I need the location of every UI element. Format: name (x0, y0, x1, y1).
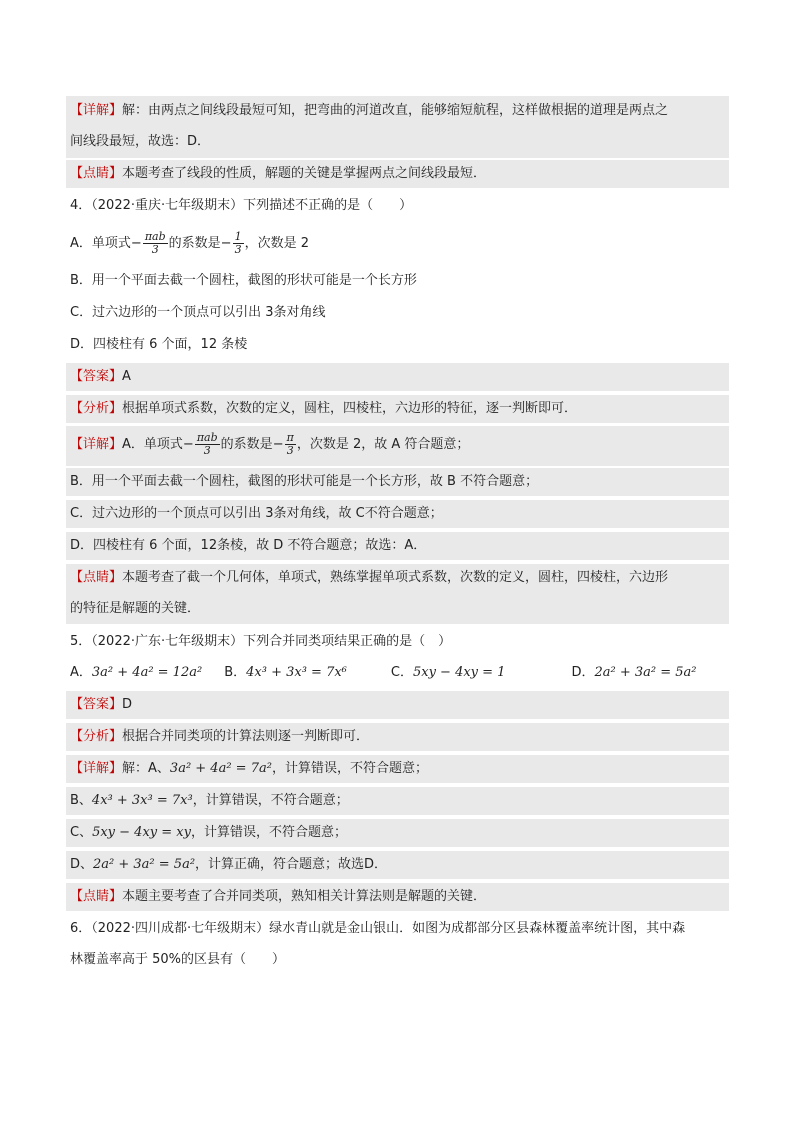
q4-option-d: D．四棱柱有 6 个面，12 条棱 (70, 337, 248, 352)
q5-answer-tag: 【答案】 (70, 697, 123, 712)
q5-comment (70, 887, 486, 907)
q5-options (70, 663, 696, 683)
q5-answer-box (66, 691, 729, 719)
q4-detail-a-suffix: ，次数是 2，故 A 符合题意； (296, 437, 470, 452)
q4-detail-a-prefix: A．单项式 (122, 437, 183, 452)
q5-detail-b-prefix: B、 (70, 793, 92, 808)
q5-answer (70, 695, 132, 715)
fraction-numerator: 1 (234, 230, 242, 243)
q3-comment-tag: 【点睛】 (70, 166, 123, 181)
q5-option-b-expr: 4x³ + 3x³ = 7x⁶ (246, 665, 347, 680)
fraction-denominator: 3 (203, 444, 211, 457)
q3-detail-tag: 【详解】 (70, 103, 123, 118)
q5-analysis (70, 727, 369, 747)
q5-detail-c-prefix: C、 (70, 825, 93, 840)
q5-option-c-expr: 5xy − 4xy = 1 (412, 665, 506, 680)
q5-detail-d-expr: 2a² + 3a² = 5a² (93, 857, 196, 872)
q4-option-a-suffix: ，次数是 2 (244, 236, 309, 251)
q4-answer-box (66, 363, 729, 391)
q5-detail-a (70, 759, 428, 779)
q5-analysis-tag: 【分析】 (70, 729, 123, 744)
q5-answer-value: D (122, 697, 133, 712)
q5-option-d-expr: 2a² + 3a² = 5a² (594, 665, 697, 680)
q5-option-d-label: D． (571, 665, 595, 680)
q4-answer (70, 367, 131, 387)
q5-stem: 5．（2022·广东·七年级期末）下列合并同类项结果正确的是（ ） (70, 634, 452, 649)
q4-comment-text-1: 本题考查了截一个几何体，单项式，熟练掌握单项式系数，次数的定义，圆柱，四棱柱，六边形 (122, 570, 669, 585)
q5-detail-b-expr: 4x³ + 3x³ = 7x³ (91, 793, 193, 808)
q4-option-a-mid: 的系数是 (168, 236, 221, 251)
q5-comment-tag: 【点睛】 (70, 889, 123, 904)
q4-stem: 4．（2022·重庆·七年级期末）下列描述不正确的是（ ） (70, 198, 413, 213)
q4-comment-line-2: 的特征是解题的关键． (70, 601, 201, 616)
q4-detail-d: D．四棱柱有 6 个面，12条棱，故 D 不符合题意；故选：A． (70, 538, 427, 553)
q3-comment-text: 本题考查了线段的性质，解题的关键是掌握两点之间线段最短． (122, 166, 487, 181)
q5-detail-a-prefix: 解：A、 (122, 761, 170, 776)
q3-comment (70, 164, 486, 184)
q5-detail-c-suffix: ，计算错误，不符合题意； (190, 825, 347, 840)
fraction-numerator: πab (144, 230, 166, 243)
fraction-numerator: π (286, 431, 294, 444)
q5-detail-c (70, 823, 347, 843)
q5-detail-d (70, 855, 387, 875)
q5-detail-d-suffix: ，计算正确，符合题意；故选D． (195, 857, 388, 872)
q4-analysis (70, 399, 577, 419)
q5-detail-b-suffix: ，计算错误，不符合题意； (192, 793, 349, 808)
q5-comment-text: 本题主要考查了合并同类项，熟知相关计算法则是解题的关键． (122, 889, 487, 904)
fraction-denominator: 3 (286, 444, 294, 457)
q5-detail-c-expr: 5xy − 4xy = xy (92, 825, 191, 840)
q4-comment-tag: 【点睛】 (70, 570, 123, 585)
fraction-denominator: 3 (234, 243, 242, 256)
q4-option-a-prefix: A．单项式 (70, 236, 131, 251)
q4-detail-a-mid: 的系数是 (220, 437, 273, 452)
q5-option-b-label: B． (224, 665, 247, 680)
q5-analysis-text: 根据合并同类项的计算法则逐一判断即可． (122, 729, 370, 744)
q4-answer-tag: 【答案】 (70, 369, 123, 384)
q5-detail-a-suffix: ，计算错误，不符合题意； (271, 761, 428, 776)
q3-detail-line-1 (70, 101, 668, 121)
q4-option-a-fraction (143, 231, 168, 256)
q4-detail-a: 【详解】A．单项式− $\frac{\text{πab}}{3}$ 的系数是− $\frac{\pi}{3}$ ，次数是 2，故 A 符合题意； (70, 431, 470, 457)
q5-option-c-label: C． (390, 665, 413, 680)
q4-analysis-text: 根据单项式系数，次数的定义，圆柱，四棱柱，六边形的特征，逐一判断即可． (122, 401, 578, 416)
q5-detail-d-prefix: D、 (70, 857, 94, 872)
q4-analysis-tag: 【分析】 (70, 401, 123, 416)
q6-stem-line-1: 6．（2022·四川成都·七年级期末）绿水青山就是金山银山．如图为成都部分区县森林覆盖率统计图，其中森 (70, 921, 686, 936)
q4-detail-a-fraction (195, 432, 220, 457)
q5-option-a-label: A． (70, 665, 92, 680)
q4-option-c: C．过六边形的一个顶点可以引出 3条对角线 (70, 305, 326, 320)
q3-detail-text-1: 解：由两点之间线段最短可知，把弯曲的河道改直，能够缩短航程，这样做根据的道理是两点之 (122, 103, 669, 118)
fraction-denominator: 3 (151, 243, 159, 256)
q5-detail-tag: 【详解】 (70, 761, 123, 776)
q4-option-a-coef (233, 231, 244, 256)
q5-detail-a-expr: 3a² + 4a² = 7a² (169, 761, 272, 776)
q6-stem-line-2: 林覆盖率高于 50%的区县有（ ） (70, 952, 286, 967)
q4-detail-a-coef (285, 432, 296, 457)
q3-detail-line-2: 间线段最短，故选：D． (70, 134, 211, 149)
q4-detail-b: B．用一个平面去截一个圆柱，截图的形状可能是一个长方形，故 B 不符合题意； (70, 474, 539, 489)
q4-detail-c: C．过六边形的一个顶点可以引出 3条对角线，故 C不符合题意； (70, 506, 443, 521)
q5-option-a-expr: 3a² + 4a² = 12a² (91, 665, 203, 680)
q4-option-a: A．单项式− $\frac{\text{πab}}{3}$ 的系数是− $\frac{1}{3}$ ，次数是 2 (70, 230, 309, 256)
fraction-numerator: πab (196, 431, 218, 444)
q5-detail-b (70, 791, 349, 811)
q4-detail-tag: 【详解】 (70, 437, 123, 452)
q4-option-b: B．用一个平面去截一个圆柱，截图的形状可能是一个长方形 (70, 273, 417, 288)
q4-answer-value: A (122, 369, 131, 384)
q4-comment-line-1 (70, 568, 668, 588)
